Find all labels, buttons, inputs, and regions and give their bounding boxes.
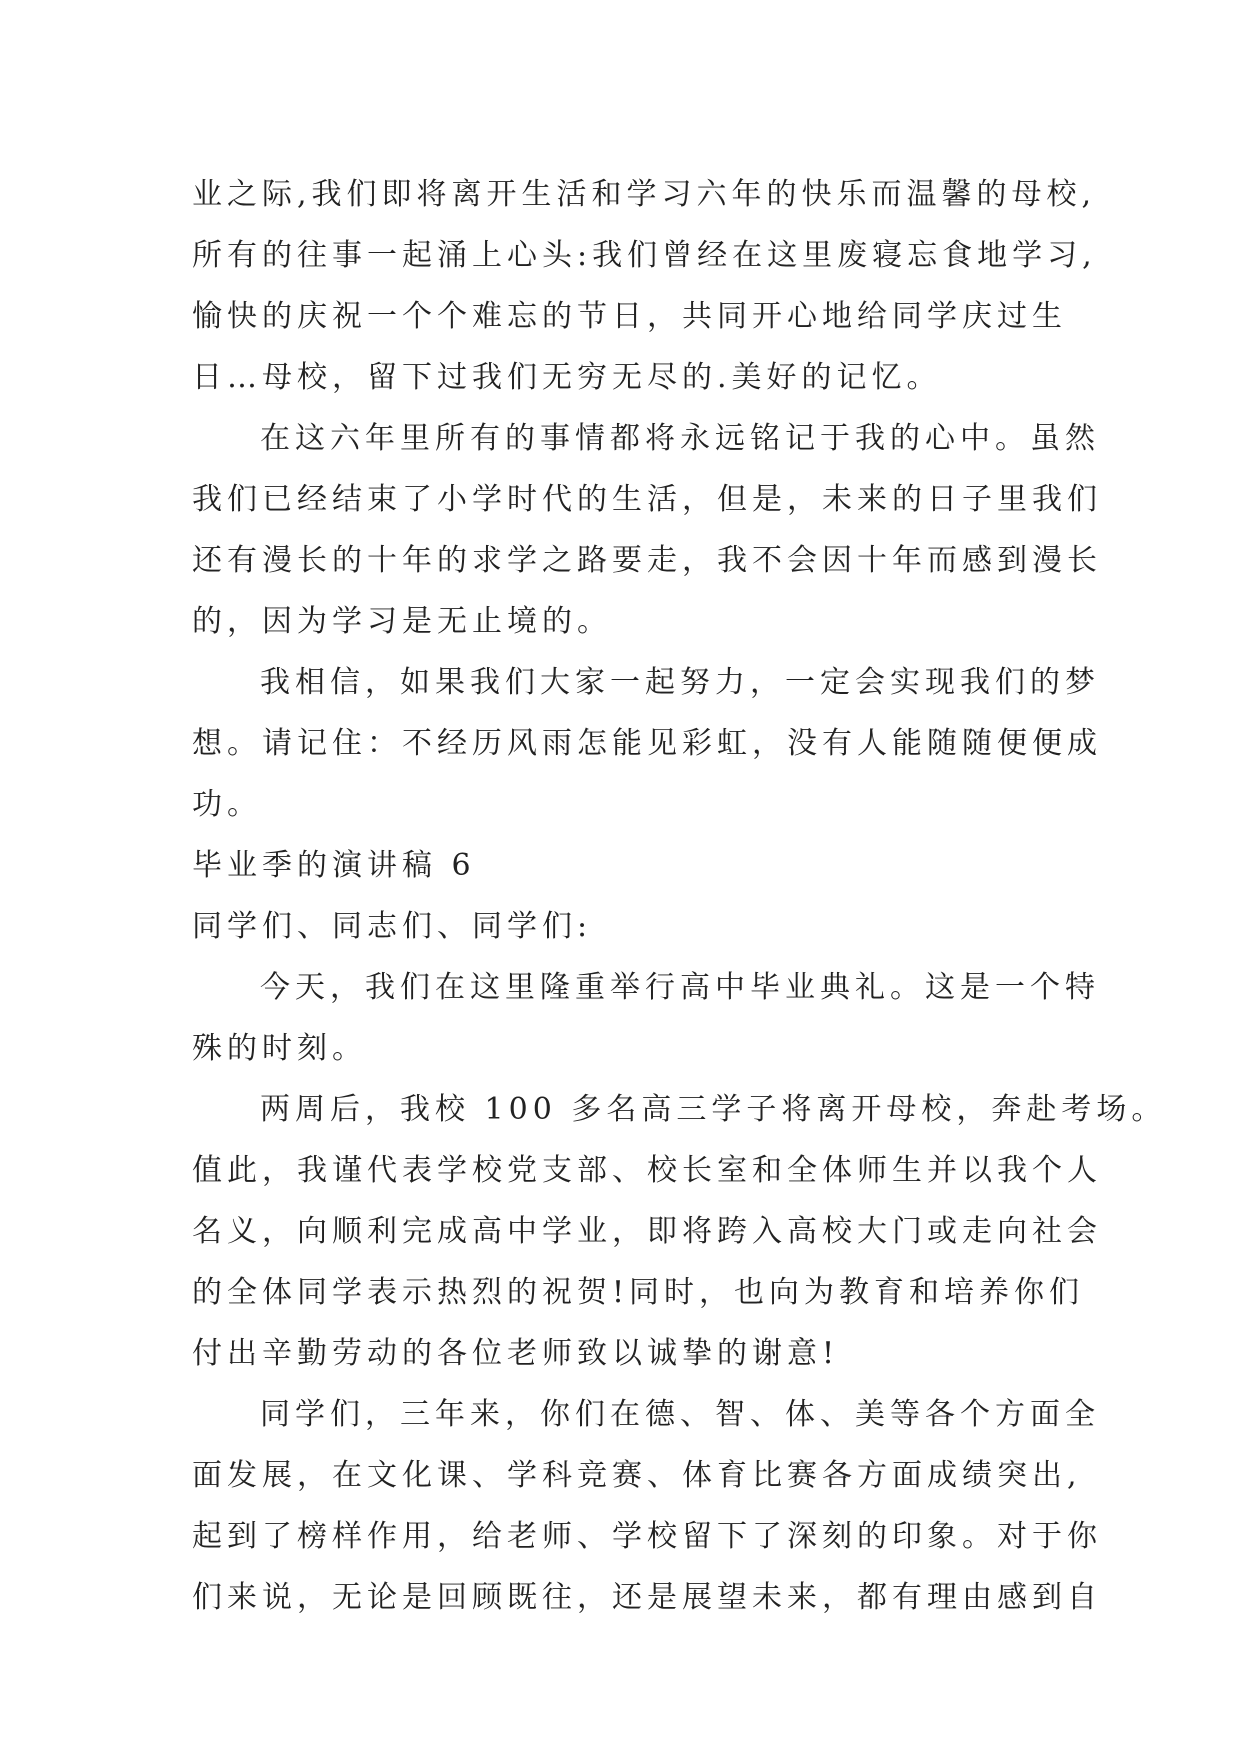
text-line: 日…母校，留下过我们无穷无尽的.美好的记忆。 [192,360,942,395]
text-line: 还有漫长的十年的求学之路要走，我不会因十年而感到漫长 [192,543,1102,578]
text-line: 业之际,我们即将离开生活和学习六年的快乐而温馨的母校, [192,177,1097,212]
paragraph-first-line: 两周后，我校 100 多名高三学子将离开母校，奔赴考场。 [260,1092,1167,1127]
text-line: 功。 [192,787,262,822]
text-line: 面发展，在文化课、学科竞赛、体育比赛各方面成绩突出, [192,1458,1082,1493]
text-line: 们来说，无论是回顾既往，还是展望未来，都有理由感到自 [192,1580,1102,1615]
text-line: 殊的时刻。 [192,1031,367,1066]
text-line: 想。请记住：不经历风雨怎能见彩虹，没有人能随随便便成 [192,726,1102,761]
text-line: 的全体同学表示热烈的祝贺!同时，也向为教育和培养你们 [192,1275,1085,1310]
document-body [192,164,1167,1628]
text-line: 起到了榜样作用，给老师、学校留下了深刻的印象。对于你 [192,1519,1102,1554]
paragraph-first-line: 今天，我们在这里隆重举行高中毕业典礼。这是一个特 [260,970,1100,1005]
paragraph-first-line: 在这六年里所有的事情都将永远铭记于我的心中。虽然 [260,421,1100,456]
text-line: 值此，我谨代表学校党支部、校长室和全体师生并以我个人 [192,1153,1102,1188]
paragraph-first-line: 同学们，三年来，你们在德、智、体、美等各个方面全 [260,1397,1100,1432]
text-line: 付出辛勤劳动的各位老师致以诚挚的谢意! [192,1336,840,1371]
salutation: 同学们、同志们、同学们: [192,909,593,944]
text-line: 愉快的庆祝一个个难忘的节日，共同开心地给同学庆过生 [192,299,1067,334]
text-line: 我们已经结束了小学时代的生活，但是，未来的日子里我们 [192,482,1102,517]
section-heading: 毕业季的演讲稿 6 [192,848,476,883]
text-line: 所有的往事一起涌上心头:我们曾经在这里废寝忘食地学习, [192,238,1097,273]
text-line: 名义，向顺利完成高中学业，即将跨入高校大门或走向社会 [192,1214,1102,1249]
text-line: 的，因为学习是无止境的。 [192,604,612,639]
paragraph-first-line: 我相信，如果我们大家一起努力，一定会实现我们的梦 [260,665,1100,700]
